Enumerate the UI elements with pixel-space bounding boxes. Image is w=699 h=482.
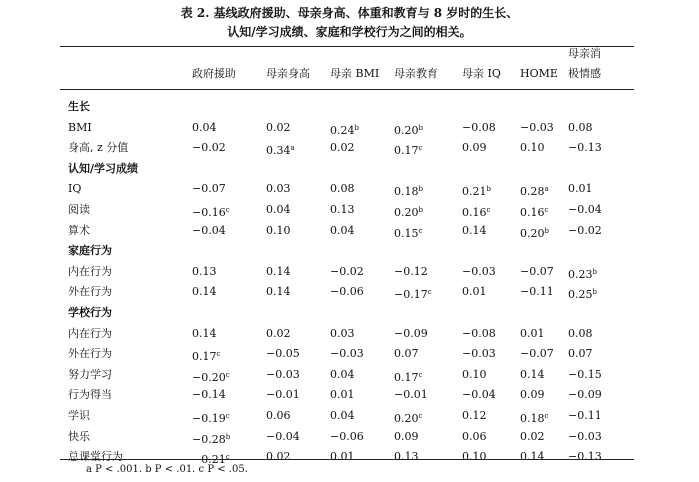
cell-value: 0.09: [520, 388, 545, 402]
table-cell: [520, 200, 548, 223]
table-cell: [330, 385, 355, 405]
table-cell: [462, 179, 491, 202]
table-cell: [568, 179, 593, 199]
cell-value: −0.06: [330, 429, 364, 443]
table-cell: [330, 447, 355, 467]
column-header-4: 母亲教育: [394, 67, 438, 80]
row-label: 行为得当: [68, 388, 112, 402]
column-header-5: 母亲 IQ: [462, 67, 501, 80]
table-row: [0, 282, 699, 302]
table-cell: [520, 138, 545, 158]
table-title-line-2: 认知/学习成绩、家庭和学校行为之间的相关。: [227, 25, 472, 39]
cell-value: 0.16: [462, 206, 487, 219]
significance-marker: c: [544, 412, 549, 420]
cell-value: 0.17: [394, 144, 419, 158]
cell-value: 0.08: [568, 120, 593, 134]
table-cell: [266, 282, 291, 302]
cell-value: −0.04: [568, 203, 602, 216]
table-cell: [266, 406, 291, 426]
cell-value: −0.04: [192, 223, 226, 237]
table-cell: [394, 324, 428, 344]
table-cell: [462, 200, 490, 223]
cell-value: 0.01: [330, 388, 355, 402]
table-cell: [266, 138, 295, 161]
cell-value: −0.02: [568, 223, 602, 237]
table-cell: [266, 118, 291, 138]
bottom-rule: [60, 459, 634, 460]
table-cell: [462, 138, 487, 158]
table-cell: [394, 406, 422, 429]
cell-value: 0.24: [330, 123, 355, 137]
row-label: 努力学习: [68, 367, 112, 381]
cell-value: 0.06: [266, 409, 291, 422]
table-cell: [192, 406, 230, 429]
table-cell: [520, 221, 549, 244]
table-cell: [192, 344, 220, 367]
row-label: 身高, z 分值: [68, 141, 129, 155]
table-title-line-1: 表 2. 基线政府援助、母亲身高、体重和教育与 8 岁时的生长、: [180, 6, 519, 20]
table-cell: [266, 344, 300, 364]
row-label: 内在行为: [68, 326, 112, 340]
table-cell: [266, 427, 300, 447]
cell-value: −0.19: [192, 412, 226, 425]
cell-value: −0.14: [192, 388, 226, 402]
cell-value: 0.09: [394, 429, 419, 443]
table-cell: [520, 365, 545, 385]
significance-marker: c: [418, 226, 423, 235]
cell-value: −0.08: [462, 120, 496, 134]
table-cell: [568, 262, 597, 285]
table-cell: [266, 447, 291, 467]
cell-value: 0.04: [192, 120, 217, 134]
cell-value: −0.03: [462, 264, 496, 278]
table-cell: [462, 447, 487, 467]
significance-marker: c: [418, 144, 423, 153]
cell-value: −0.07: [520, 347, 554, 361]
cell-value: 0.20: [394, 206, 419, 219]
table-cell: [330, 262, 364, 282]
cell-value: −0.09: [568, 388, 602, 402]
table-cell: [192, 179, 226, 199]
table-cell: [462, 406, 487, 426]
cell-value: 0.18: [520, 412, 545, 425]
significance-marker: b: [225, 432, 231, 441]
table-cell: [394, 179, 423, 202]
table-cell: [568, 200, 602, 220]
cell-value: 0.02: [520, 429, 545, 443]
footnote: a P < .001. b P < .01. c P < .05.: [86, 464, 248, 475]
cell-value: 0.25: [568, 288, 593, 302]
table-cell: [520, 447, 545, 467]
cell-value: 0.03: [266, 182, 291, 196]
cell-value: −0.04: [266, 429, 300, 443]
cell-value: −0.13: [568, 450, 602, 464]
table-cell: [266, 179, 291, 199]
table-cell: [330, 344, 364, 364]
table-cell: [192, 200, 230, 223]
cell-value: −0.02: [330, 264, 364, 278]
cell-value: 0.20: [394, 123, 419, 137]
table-cell: [330, 118, 359, 141]
table-cell: [462, 385, 496, 405]
table-cell: [394, 365, 422, 388]
cell-value: 0.04: [266, 203, 291, 216]
cell-value: 0.01: [462, 285, 487, 299]
table-cell: [568, 385, 602, 405]
significance-marker: c: [544, 206, 549, 214]
table-cell: [520, 179, 549, 202]
table-cell: [394, 427, 419, 447]
table-cell: [192, 427, 230, 450]
table-cell: [394, 344, 419, 364]
table-row: [0, 385, 699, 405]
cell-value: −0.09: [394, 326, 428, 340]
table-cell: [394, 118, 423, 141]
column-header-2: 母亲身高: [266, 67, 310, 80]
cell-value: −0.07: [192, 182, 226, 196]
significance-marker: b: [592, 267, 597, 276]
table-row: [0, 262, 699, 282]
section-row: [0, 241, 699, 261]
row-label: IQ: [68, 182, 82, 196]
cell-value: 0.16: [520, 206, 545, 219]
cell-value: 0.03: [330, 326, 355, 340]
table-cell: [520, 406, 548, 429]
cell-value: −0.03: [520, 120, 554, 134]
table-cell: [462, 221, 487, 241]
table-row: [0, 179, 699, 199]
significance-marker: a: [544, 185, 549, 194]
row-label: BMI: [68, 120, 92, 134]
significance-marker: c: [225, 370, 230, 379]
top-rule: [60, 46, 634, 47]
significance-marker: c: [418, 412, 423, 420]
column-header-7: 母亲消极情感: [568, 47, 601, 80]
cell-value: −0.17: [394, 288, 428, 302]
cell-value: 0.20: [520, 226, 545, 240]
significance-marker: c: [216, 350, 221, 359]
table-cell: [192, 262, 217, 282]
cell-value: 0.02: [330, 141, 355, 155]
table-cell: [568, 221, 602, 241]
row-label: 内在行为: [68, 264, 112, 278]
cell-value: −0.07: [520, 264, 554, 278]
cell-value: 0.10: [462, 367, 487, 381]
table-row: [0, 324, 699, 344]
table-cell: [266, 385, 300, 405]
table-cell: [330, 221, 355, 241]
table-cell: [394, 262, 428, 282]
cell-value: 0.07: [568, 347, 593, 361]
row-label: 学识: [68, 409, 90, 422]
column-header-6: HOME: [520, 67, 558, 80]
cell-value: −0.03: [266, 367, 300, 381]
significance-marker: b: [354, 123, 359, 132]
table-row: [0, 427, 699, 447]
significance-marker: c: [225, 206, 230, 214]
cell-value: 0.10: [266, 223, 291, 237]
significance-marker: c: [225, 412, 230, 420]
cell-value: 0.20: [394, 412, 419, 425]
cell-value: 0.01: [568, 182, 593, 196]
table-cell: [568, 118, 593, 138]
cell-value: −0.28: [192, 432, 226, 446]
table-cell: [330, 179, 355, 199]
cell-value: 0.23: [568, 267, 593, 281]
cell-value: 0.04: [330, 367, 355, 381]
cell-value: 0.04: [330, 409, 355, 422]
table-row: [0, 200, 699, 220]
table-cell: [330, 365, 355, 385]
cell-value: −0.15: [568, 367, 602, 381]
table-cell: [462, 118, 496, 138]
table-cell: [568, 344, 593, 364]
cell-value: 0.06: [462, 429, 487, 443]
cell-value: −0.04: [462, 388, 496, 402]
cell-value: 0.01: [520, 326, 545, 340]
table-cell: [394, 447, 419, 467]
cell-value: −0.02: [192, 141, 226, 155]
cell-value: 0.13: [192, 264, 217, 278]
cell-value: −0.05: [266, 347, 300, 361]
cell-value: −0.11: [520, 285, 554, 299]
cell-value: 0.14: [266, 285, 291, 299]
table-cell: [192, 282, 217, 302]
cell-value: −0.08: [462, 326, 496, 340]
cell-value: −0.03: [330, 347, 364, 361]
table-cell: [330, 282, 364, 302]
cell-value: 0.10: [520, 141, 545, 155]
column-header-1: 政府援助: [192, 67, 236, 80]
table-cell: [520, 282, 554, 302]
cell-value: 0.17: [394, 370, 419, 384]
section-label: 认知/学习成绩: [68, 161, 139, 175]
section-row: [0, 97, 699, 117]
row-label: 快乐: [68, 429, 90, 443]
significance-marker: b: [418, 206, 423, 214]
cell-value: 0.14: [520, 367, 545, 381]
significance-marker: b: [544, 226, 549, 235]
significance-marker: b: [418, 185, 423, 194]
significance-marker: c: [225, 453, 230, 462]
cell-value: −0.01: [266, 388, 300, 402]
table-cell: [568, 406, 602, 426]
significance-marker: c: [486, 206, 491, 214]
table-cell: [462, 262, 496, 282]
significance-marker: c: [427, 288, 432, 297]
table-cell: [192, 365, 230, 388]
significance-marker: a: [290, 144, 295, 153]
table-cell: [266, 221, 291, 241]
cell-value: 0.10: [462, 450, 487, 464]
cell-value: −0.12: [394, 264, 428, 278]
table-cell: [520, 385, 545, 405]
section-label: 生长: [68, 100, 90, 113]
cell-value: 0.12: [462, 409, 487, 422]
column-header-3: 母亲 BMI: [330, 67, 380, 80]
cell-value: 0.08: [330, 182, 355, 196]
cell-value: −0.13: [568, 141, 602, 155]
table-row: [0, 221, 699, 241]
table-cell: [568, 138, 602, 158]
table-cell: [520, 427, 545, 447]
cell-value: 0.28: [520, 185, 545, 199]
cell-value: −0.16: [192, 206, 226, 219]
table-cell: [394, 282, 432, 305]
table-cell: [568, 447, 602, 467]
cell-value: 0.02: [266, 120, 291, 134]
cell-value: −0.03: [462, 347, 496, 361]
cell-value: 0.08: [568, 326, 593, 340]
table-cell: [520, 344, 554, 364]
table-cell: [330, 406, 355, 426]
table-cell: [462, 344, 496, 364]
table-row: [0, 365, 699, 385]
cell-value: 0.17: [192, 350, 217, 364]
header-rule: [60, 89, 634, 90]
cell-value: −0.03: [568, 429, 602, 443]
cell-value: 0.14: [266, 264, 291, 278]
cell-value: 0.14: [192, 326, 217, 340]
table-cell: [568, 324, 593, 344]
row-label: 总课堂行为: [68, 450, 123, 464]
table-cell: [568, 427, 602, 447]
table-cell: [568, 282, 597, 305]
cell-value: 0.04: [330, 223, 355, 237]
table-cell: [462, 282, 487, 302]
table-cell: [192, 385, 226, 405]
cell-value: 0.15: [394, 226, 419, 240]
section-row: [0, 303, 699, 323]
cell-value: −0.06: [330, 285, 364, 299]
section-label: 学校行为: [68, 306, 112, 319]
cell-value: 0.13: [394, 450, 419, 464]
table-cell: [520, 262, 554, 282]
significance-marker: b: [486, 185, 491, 194]
table-cell: [462, 365, 487, 385]
table-row: [0, 406, 699, 426]
cell-value: 0.14: [192, 285, 217, 299]
significance-marker: b: [418, 123, 423, 132]
row-label: 阅读: [68, 203, 90, 216]
table-cell: [266, 262, 291, 282]
cell-value: −0.21: [192, 453, 226, 467]
table-cell: [520, 118, 554, 138]
table-cell: [266, 324, 291, 344]
cell-value: 0.02: [266, 326, 291, 340]
table-cell: [192, 324, 217, 344]
table-cell: [462, 427, 487, 447]
table-cell: [520, 324, 545, 344]
table-cell: [568, 365, 602, 385]
table-cell: [330, 324, 355, 344]
table-cell: [462, 324, 496, 344]
cell-value: 0.02: [266, 450, 291, 464]
table-cell: [266, 365, 300, 385]
section-label: 家庭行为: [68, 244, 112, 258]
table-cell: [192, 118, 217, 138]
cell-value: 0.09: [462, 141, 487, 155]
cell-value: −0.20: [192, 370, 226, 384]
row-label: 外在行为: [68, 347, 112, 361]
cell-value: 0.14: [520, 450, 545, 464]
table-cell: [394, 200, 423, 223]
significance-marker: c: [418, 370, 423, 379]
cell-value: 0.34: [266, 144, 291, 158]
significance-marker: b: [592, 288, 597, 297]
table-cell: [330, 138, 355, 158]
table-cell: [394, 385, 428, 405]
row-label: 外在行为: [68, 285, 112, 299]
table-cell: [192, 221, 226, 241]
cell-value: 0.18: [394, 185, 419, 199]
table-cell: [394, 138, 422, 161]
cell-value: 0.07: [394, 347, 419, 361]
cell-value: 0.21: [462, 185, 487, 199]
table-cell: [266, 200, 291, 220]
table-row: [0, 138, 699, 158]
cell-value: 0.14: [462, 223, 487, 237]
table-row: [0, 118, 699, 138]
cell-value: 0.01: [330, 450, 355, 464]
cell-value: −0.11: [568, 409, 602, 422]
cell-value: −0.01: [394, 388, 428, 402]
table-row: [0, 344, 699, 364]
table-cell: [330, 200, 355, 220]
row-label: 算术: [68, 223, 90, 237]
cell-value: 0.13: [330, 203, 355, 216]
table-cell: [394, 221, 422, 244]
table-cell: [192, 138, 226, 158]
section-row: [0, 159, 699, 179]
table-cell: [330, 427, 364, 447]
